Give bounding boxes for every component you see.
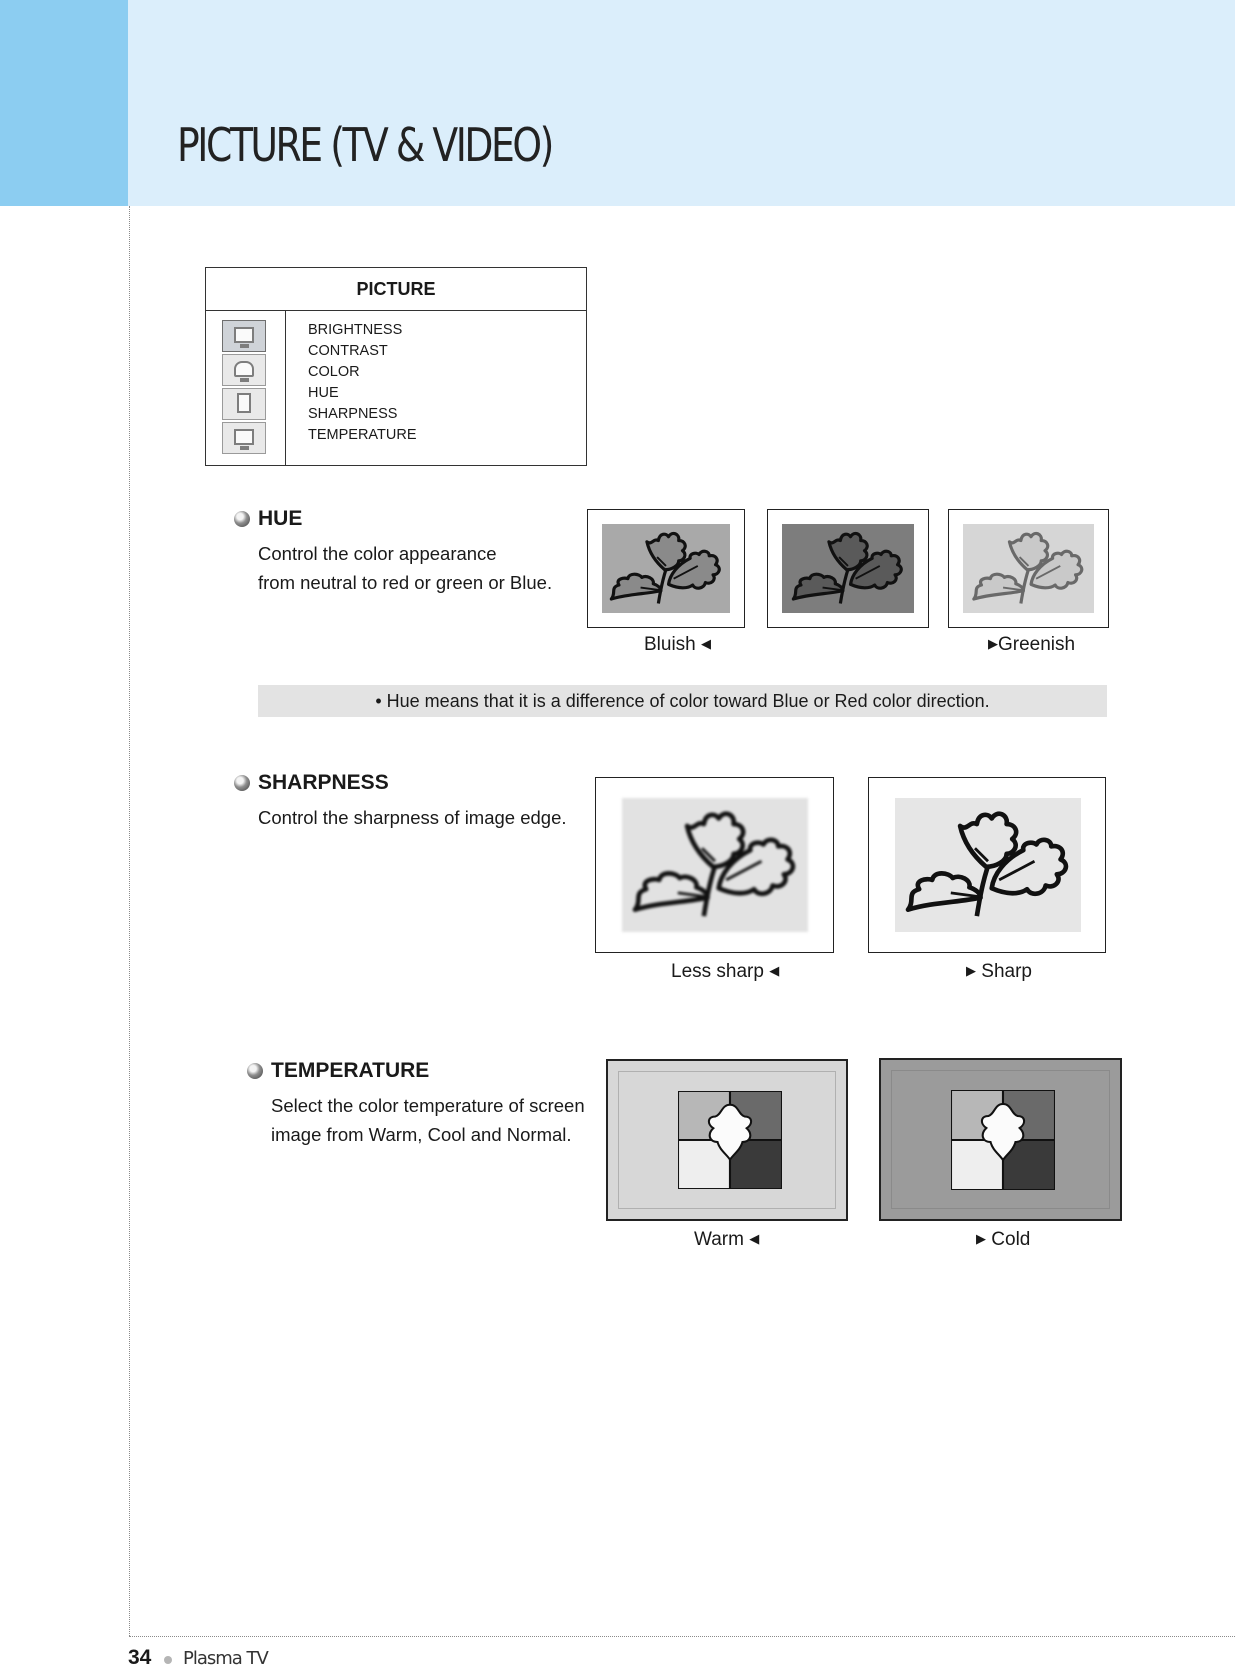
hue-bullet-icon bbox=[234, 511, 250, 527]
hue-sample-greenish bbox=[948, 509, 1109, 628]
left-arrow-icon: ◀ bbox=[749, 1231, 760, 1246]
footer-dot-icon bbox=[164, 1656, 172, 1664]
function-menu-icon[interactable] bbox=[222, 388, 266, 420]
temperature-right-label: Cold bbox=[991, 1229, 1031, 1250]
temperature-desc-line-2: image from Warm, Cool and Normal. bbox=[271, 1124, 572, 1145]
hue-left-caption bbox=[644, 634, 711, 656]
picture-menu-icon[interactable] bbox=[222, 320, 266, 352]
temperature-title: TEMPERATURE bbox=[271, 1059, 430, 1082]
sound-menu-icon[interactable] bbox=[222, 354, 266, 386]
hue-right-caption bbox=[988, 634, 1075, 656]
temperature-right-caption bbox=[976, 1229, 1030, 1251]
hue-sample-bluish bbox=[587, 509, 745, 628]
hue-desc-line-1: Control the color appearance bbox=[258, 543, 497, 564]
temperature-description bbox=[271, 1091, 585, 1149]
sharpness-bullet-icon bbox=[234, 775, 250, 791]
bottom-dotted-rule bbox=[129, 1636, 1235, 1637]
temperature-bullet-icon bbox=[247, 1063, 263, 1079]
left-dotted-rule bbox=[129, 206, 130, 1636]
leaf-image bbox=[622, 798, 808, 932]
temperature-left-caption bbox=[694, 1229, 759, 1251]
temperature-left-label: Warm bbox=[694, 1229, 744, 1250]
menu-item-hue[interactable]: HUE bbox=[308, 385, 339, 401]
right-arrow-icon: ▶ bbox=[988, 636, 998, 651]
menu-item-sharpness[interactable]: SHARPNESS bbox=[308, 406, 398, 422]
sharpness-sample-less-sharp bbox=[595, 777, 834, 953]
hue-description bbox=[258, 539, 552, 597]
sharpness-left-caption bbox=[671, 961, 779, 983]
temperature-sample-cold bbox=[879, 1058, 1122, 1221]
hue-title: HUE bbox=[258, 507, 303, 530]
menu-item-brightness[interactable]: BRIGHTNESS bbox=[308, 322, 403, 338]
header-accent bbox=[0, 0, 128, 206]
puzzle-image bbox=[951, 1090, 1055, 1190]
temperature-sample-warm bbox=[606, 1059, 848, 1221]
hue-sample-neutral bbox=[767, 509, 929, 628]
sharpness-title: SHARPNESS bbox=[258, 771, 389, 794]
setup-menu-icon[interactable] bbox=[222, 422, 266, 454]
menu-item-temperature[interactable]: TEMPERATURE bbox=[308, 427, 417, 443]
menu-item-color[interactable]: COLOR bbox=[308, 364, 360, 380]
puzzle-image bbox=[678, 1091, 782, 1189]
leaf-image bbox=[782, 524, 914, 613]
hue-desc-line-2: from neutral to red or green or Blue. bbox=[258, 572, 553, 593]
page-title: PICTURE (TV & VIDEO) bbox=[177, 118, 552, 172]
sharpness-right-label: Sharp bbox=[981, 961, 1032, 982]
sharpness-description: Control the sharpness of image edge. bbox=[258, 807, 567, 828]
menu-title: PICTURE bbox=[206, 268, 586, 311]
left-arrow-icon: ◀ bbox=[769, 963, 780, 978]
leaf-image bbox=[895, 798, 1081, 932]
left-arrow-icon: ◀ bbox=[701, 636, 712, 651]
page-number: 34 bbox=[128, 1646, 152, 1669]
hue-note: • Hue means that it is a difference of color toward Blue or Red color direction. bbox=[258, 685, 1107, 717]
menu-item-contrast[interactable]: CONTRAST bbox=[308, 343, 388, 359]
right-arrow-icon: ▶ bbox=[976, 1231, 986, 1246]
header-band bbox=[128, 0, 1235, 206]
right-arrow-icon: ▶ bbox=[966, 963, 976, 978]
menu-item-list bbox=[308, 320, 417, 446]
sharpness-right-caption bbox=[966, 961, 1032, 983]
sharpness-left-label: Less sharp bbox=[671, 961, 764, 982]
hue-left-label: Bluish bbox=[644, 634, 696, 655]
footer-label: Plasma TV bbox=[183, 1648, 268, 1669]
menu-icon-column bbox=[206, 310, 286, 465]
leaf-image bbox=[963, 524, 1094, 613]
leaf-image bbox=[602, 524, 730, 613]
temperature-desc-line-1: Select the color temperature of screen bbox=[271, 1095, 585, 1116]
picture-menu-box bbox=[205, 267, 587, 466]
hue-right-label: Greenish bbox=[998, 634, 1076, 655]
sharpness-sample-sharp bbox=[868, 777, 1106, 953]
